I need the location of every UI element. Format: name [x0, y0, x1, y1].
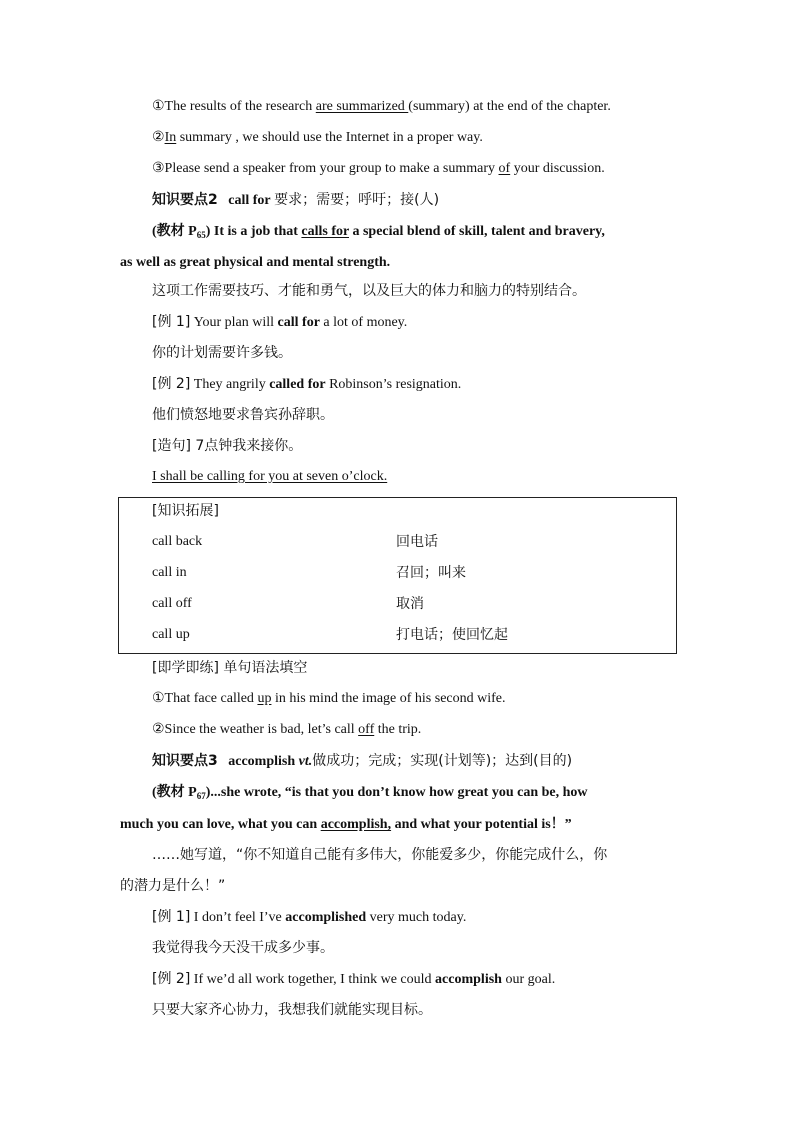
knowledge-point-2-heading	[152, 191, 439, 210]
quote-keyword: calls for	[301, 224, 349, 239]
example-text: Your plan will	[190, 315, 278, 330]
sentence-text: ②Since the weather is bad, let’s call	[152, 722, 359, 737]
textbook-quote-line-1	[152, 784, 588, 805]
expansion-meaning: 召回；叫来	[396, 565, 466, 581]
sentence-text: ①That face called	[152, 691, 258, 706]
example-text: our goal.	[501, 972, 556, 987]
exercise-sentence-2	[152, 129, 483, 147]
textbook-quote-line-2	[120, 816, 572, 834]
example-text: I don’t feel I’ve	[190, 910, 286, 925]
textbook-source: (教材 P	[152, 785, 197, 800]
sentence-making-label: [造句]	[152, 438, 191, 454]
knowledge-point-label: 知识要点3	[152, 753, 218, 769]
textbook-page: 65	[196, 230, 206, 240]
example-keyword: call for	[277, 315, 320, 330]
answer-blank: off	[358, 722, 375, 737]
example-label: [例 1]	[152, 909, 191, 925]
example-keyword: accomplish	[435, 972, 502, 987]
answer-blank: up	[257, 691, 272, 706]
knowledge-point-label: 知识要点2	[152, 192, 218, 208]
example-text: Robinson’s resignation.	[325, 377, 462, 392]
quote-text: a special blend of skill, talent and bravery,	[348, 224, 605, 239]
textbook-source-end: )	[205, 224, 211, 239]
example-keyword: called for	[269, 377, 326, 392]
expansion-phrase: call in	[152, 565, 187, 580]
sentence-making-answer: I shall be calling for you at seven o’clock.	[152, 469, 388, 484]
sentence-making-chinese: 7点钟我来接你。	[190, 438, 303, 454]
quote-translation-line-2: 的潜力是什么！”	[120, 878, 226, 894]
answer-blank: are summarized	[315, 99, 409, 114]
quote-text: It is a job that	[210, 224, 302, 239]
exercise-sentence-1	[152, 98, 611, 116]
expansion-meaning: 取消	[396, 596, 424, 612]
sentence-text: summary , we should use the Internet in a proper way.	[176, 130, 483, 145]
quote-translation-line-1: ……她写道，“你不知道自己能有多伟大，你能爱多少，你能完成什么，你	[152, 847, 608, 863]
headword: call for	[228, 193, 271, 208]
example-2-translation: 他们愤怒地要求鲁宾孙辞职。	[152, 407, 334, 423]
practice-heading	[152, 659, 307, 677]
part-of-speech: vt.	[295, 754, 313, 769]
headword-meaning: 做成功；完成；实现(计划等)；达到(目的)	[312, 753, 573, 769]
knowledge-expansion-box	[118, 497, 677, 654]
expansion-title: [知识拓展]	[152, 503, 219, 519]
example-1	[152, 313, 407, 332]
example-label: [例 1]	[152, 314, 191, 330]
expansion-meaning: 打电话；使回忆起	[396, 627, 508, 643]
exercise-sentence-3	[152, 160, 605, 178]
textbook-page: 67	[196, 791, 206, 801]
expansion-phrase: call up	[152, 627, 190, 642]
sentence-making-prompt	[152, 437, 302, 455]
sentence-text: ②	[152, 130, 165, 145]
sentence-text: in his mind the image of his second wife.	[271, 691, 506, 706]
quote-text: much you can love, what you can	[120, 817, 321, 832]
example-1-translation: 你的计划需要许多钱。	[152, 345, 292, 361]
example-label: [例 2]	[152, 971, 191, 987]
example-2	[152, 375, 461, 394]
answer-blank: In	[164, 130, 177, 145]
textbook-quote-line-1	[152, 223, 605, 244]
expansion-phrase: call back	[152, 534, 203, 549]
textbook-quote-line-2: as well as great physical and mental strength.	[120, 255, 391, 270]
quote-text: and what your potential is！”	[391, 817, 572, 832]
sentence-text: ①The results of the research	[152, 99, 316, 114]
practice-sentence-2	[152, 721, 421, 739]
example-text: a lot of money.	[319, 315, 408, 330]
sentence-text: the trip.	[374, 722, 422, 737]
example-1-translation: 我觉得我今天没干成多少事。	[152, 940, 334, 956]
headword-meaning: 要求；需要；呼吁；接(人)	[274, 192, 440, 208]
expansion-meaning: 回电话	[396, 534, 438, 550]
sentence-text: ③Please send a speaker from your group to make a summary	[152, 161, 499, 176]
headword: accomplish	[228, 754, 296, 769]
example-label: [例 2]	[152, 376, 191, 392]
example-text: very much today.	[366, 910, 467, 925]
quote-text: )...she wrote, “is that you don’t know how great you can be, how	[205, 785, 588, 800]
example-2-translation: 只要大家齐心协力，我想我们就能实现目标。	[152, 1002, 432, 1018]
textbook-source: (教材 P	[152, 224, 197, 239]
practice-label: [即学即练]	[152, 660, 219, 676]
practice-sentence-1	[152, 690, 506, 708]
expansion-phrase: call off	[152, 596, 192, 611]
sentence-text: (summary) at the end of the chapter.	[408, 99, 611, 114]
knowledge-point-3-heading	[152, 752, 572, 771]
example-1	[152, 908, 466, 927]
example-text: They angrily	[190, 377, 270, 392]
quote-keyword: accomplish,	[320, 817, 392, 832]
example-2	[152, 970, 555, 989]
example-text: If we’d all work together, I think we could	[190, 972, 436, 987]
practice-instruction: 单句语法填空	[218, 660, 308, 676]
sentence-text: your discussion.	[510, 161, 605, 176]
example-keyword: accomplished	[285, 910, 367, 925]
answer-blank: of	[498, 161, 511, 176]
quote-translation: 这项工作需要技巧、才能和勇气，以及巨大的体力和脑力的特别结合。	[152, 283, 586, 299]
